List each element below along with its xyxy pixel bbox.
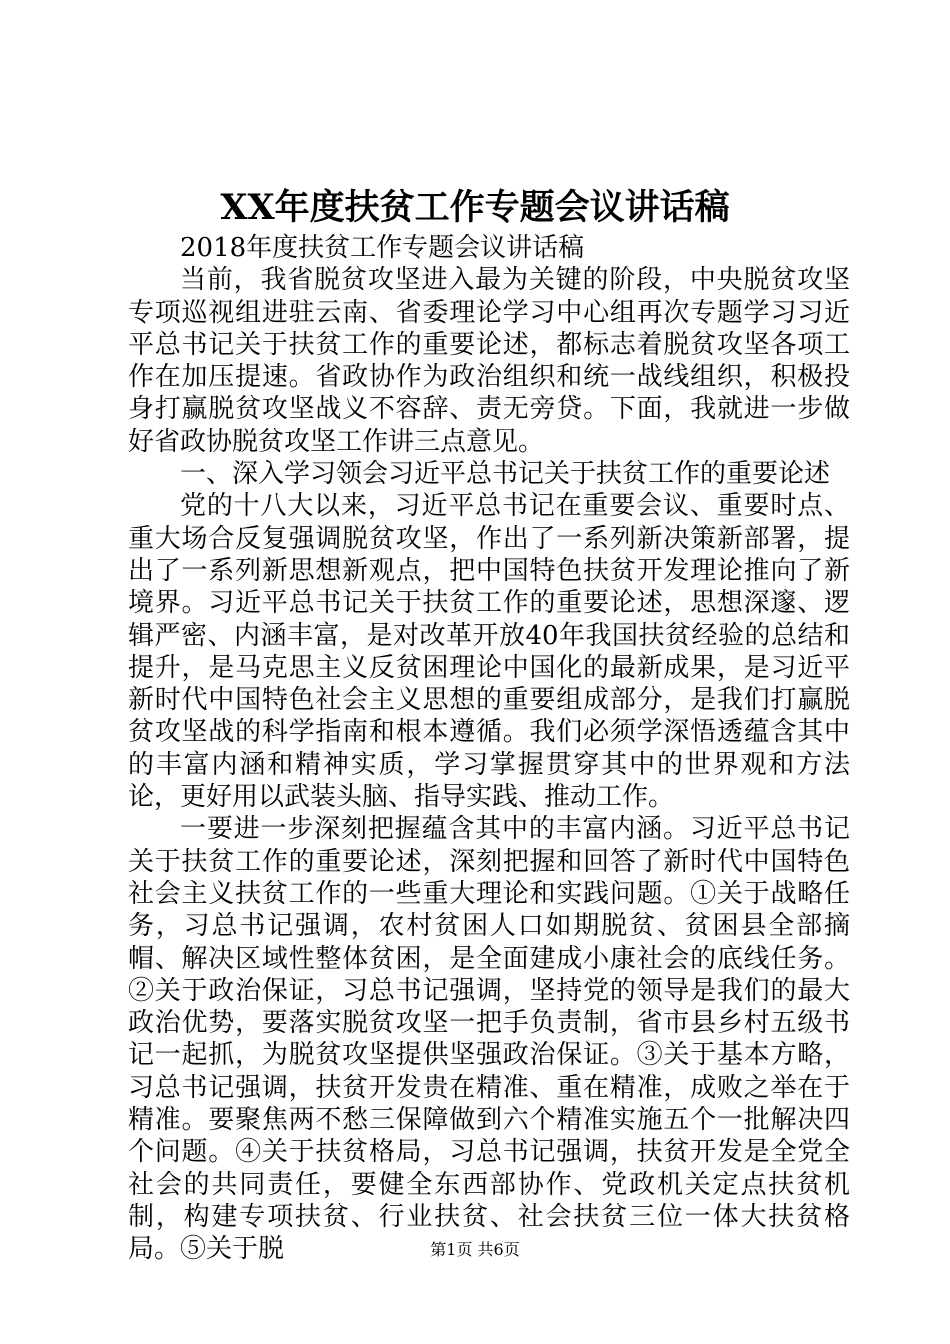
- paragraph-point-1: 一要进一步深刻把握蕴含其中的丰富内涵。习近平总书记关于扶贫工作的重要论述，深刻把握和回答了新时代中国特色社会主义扶贫工作的一些重大理论和实践问题。①关于战略任务，习总书记强调，农村贫困人口如期脱贫、贫困县全部摘帽、解决区域性整体贫困，是全面建成小康社会的底线任务。②关于政治保证，习总书记强调，坚持党的领导是我们的最大政治优势，要落实脱贫攻坚一把手负责制，省市县乡村五级书记一起抓，为脱贫攻坚提供坚强政治保证。③关于基本方略，习总书记强调，扶贫开发贵在精准、重在精准，成败之举在于精准。要聚焦两不愁三保障做到六个精准实施五个一批解决四个问题。④关于扶贫格局，习总书记强调，扶贫开发是全党全社会的共同责任，要健全东西部协作、党政机关定点扶贫机制，构建专项扶贫、行业扶贫、社会扶贫三位一体大扶贫格局。⑤关于脱: [128, 814, 850, 1265]
- section-heading-1: 一、深入学习领会习近平总书记关于扶贫工作的重要论述: [180, 459, 831, 490]
- paragraph-section-1: 党的十八大以来，习近平总书记在重要会议、重要时点、重大场合反复强调脱贫攻坚，作出了一系列新决策新部署，提出了一系列新思想新观点，把中国特色扶贫开发理论推向了新境界。习近平总书记关于扶贫工作的重要论述，思想深邃、逻辑严密、内涵丰富，是对改革开放40年我国扶贫经验的总结和提升，是马克思主义反贫困理论中国化的最新成果，是习近平新时代中国特色社会主义思想的重要组成部分，是我们打赢脱贫攻坚战的科学指南和根本遵循。我们必须学深悟透蕴含其中的丰富内涵和精神实质，学习掌握贯穿其中的世界观和方法论，更好用以武装头脑、指导实践、推动工作。: [128, 491, 850, 813]
- document-title: XX年度扶贫工作专题会议讲话稿: [220, 187, 730, 228]
- page-number: 第1页 共6页: [430, 1240, 520, 1259]
- paragraph-intro: 当前，我省脱贫攻坚进入最为关键的阶段，中央脱贫攻坚专项巡视组进驻云南、省委理论学习中心组再次专题学习习近平总书记关于扶贫工作的重要论述，都标志着脱贫攻坚各项工作在加压提速。省政协作为政治组织和统一战线组织，积极投身打赢脱贫攻坚战义不容辞、责无旁贷。下面，我就进一步做好省政协脱贫攻坚工作讲三点意见。: [128, 265, 850, 457]
- document-body: [128, 232, 850, 1266]
- paragraph-subtitle: 2018年度扶贫工作专题会议讲话稿: [180, 233, 585, 263]
